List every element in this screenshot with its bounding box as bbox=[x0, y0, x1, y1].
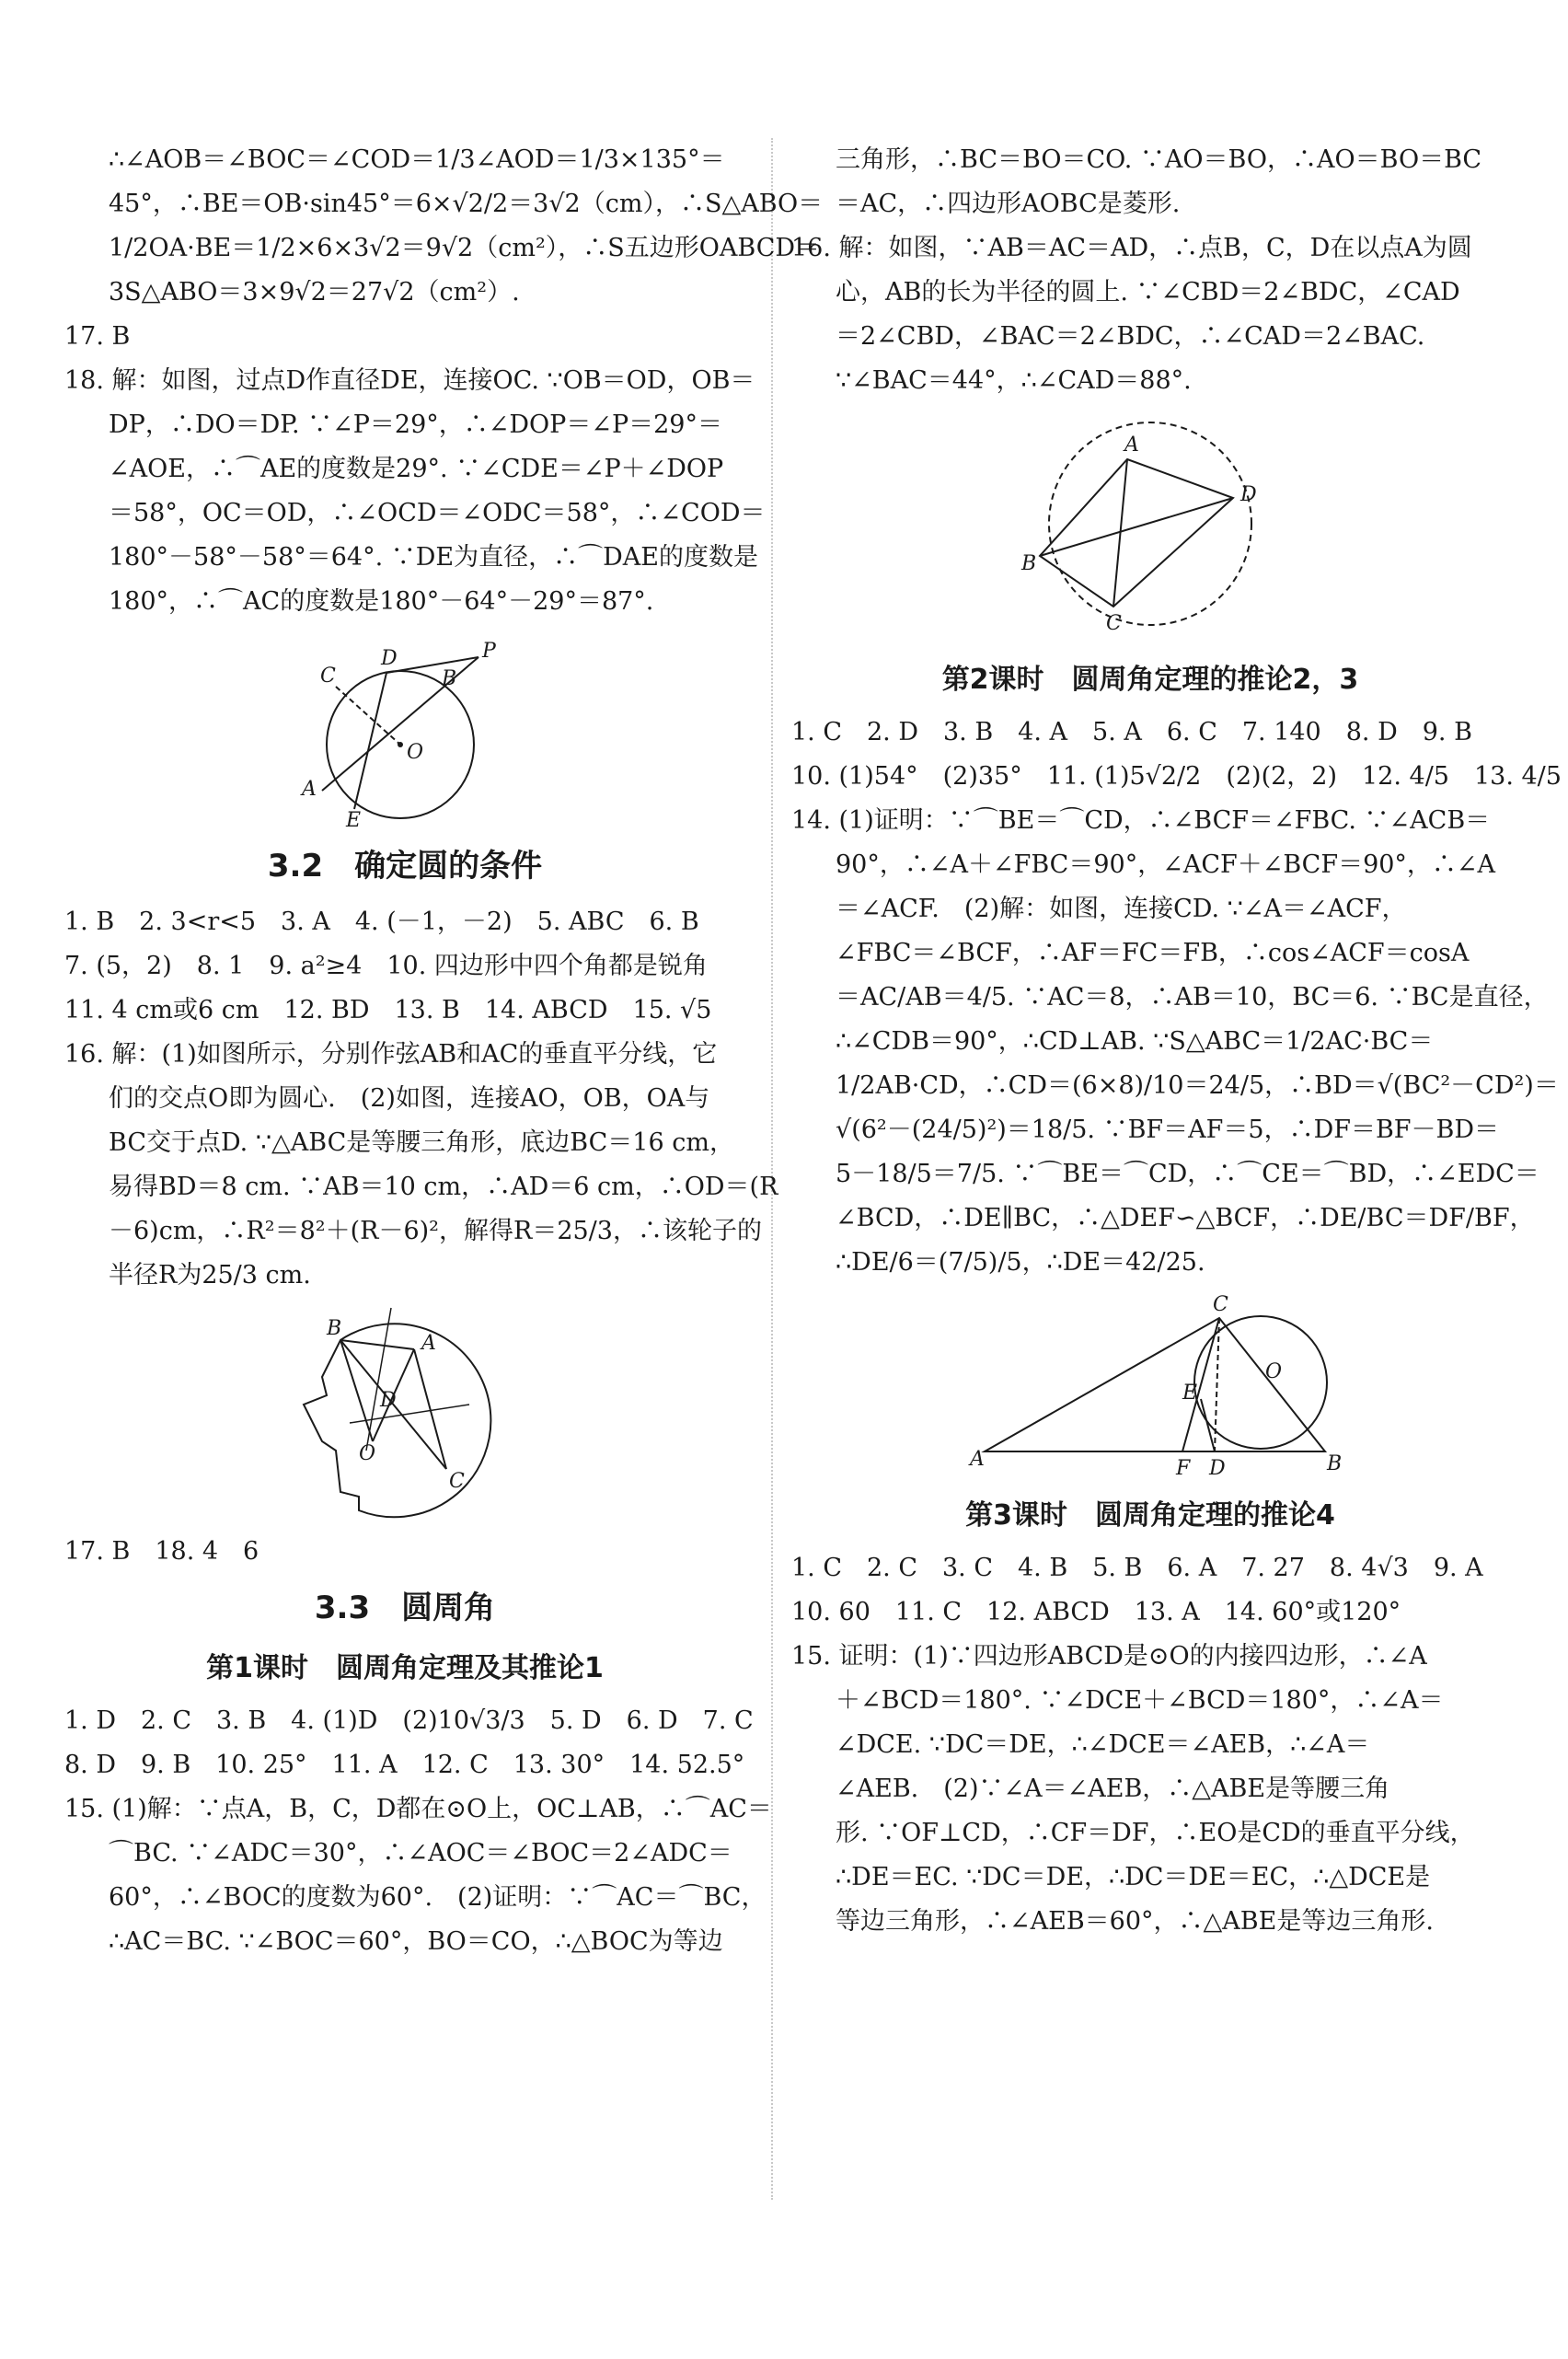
answer-line: 7. (5，2) 8. 1 9. a²≥4 10. 四边形中四个角都是锐角 bbox=[64, 952, 708, 980]
answer-line: －6)cm，∴R²＝8²＋(R－6)²，解得R＝25/3，∴该轮子的 bbox=[109, 1217, 762, 1245]
answer-line: 90°，∴∠A＋∠FBC＝90°，∠ACF＋∠BCF＝90°，∴∠A bbox=[836, 850, 1496, 879]
left-column bbox=[64, 138, 824, 1964]
answer-line: 10. 60 11. C 12. ABCD 13. A 14. 60°或120° bbox=[791, 1598, 1401, 1626]
answer-line: BC交于点D. ∵△ABC是等腰三角形，底边BC＝16 cm， bbox=[109, 1128, 734, 1157]
answer-line: 17. B 18. 4 6 bbox=[64, 1537, 259, 1566]
answer-line: 14. (1)证明：∵⌒BE＝⌒CD，∴∠BCF＝∠FBC. ∵∠ACB＝ bbox=[791, 806, 1491, 835]
answer-line: ＋∠BCD＝180°. ∵∠DCE＋∠BCD＝180°，∴∠A＝ bbox=[836, 1686, 1444, 1715]
fig1-label: C bbox=[320, 665, 336, 688]
answer-line: ∠DCE. ∵DC＝DE，∴∠DCE＝∠AEB，∴∠A＝ bbox=[836, 1730, 1370, 1759]
answer-line: 1/2OA·BE＝1/2×6×3√2＝9√2（cm²），∴S五边形OABCD＝ bbox=[109, 234, 821, 262]
figure-broken-wheel bbox=[285, 1303, 525, 1524]
lesson-title: 第2课时 圆周角定理的推论2，3 bbox=[941, 664, 1359, 696]
fig1-label: O bbox=[407, 741, 424, 764]
answer-line: 15. (1)解：∵点A，B，C，D都在⊙O上，OC⊥AB，∴⌒AC＝ bbox=[64, 1795, 772, 1823]
fig4-label: E bbox=[1182, 1382, 1198, 1405]
figure-dashed-circle bbox=[1012, 409, 1288, 648]
answer-line: 16. 解：(1)如图所示，分别作弦AB和AC的垂直平分线，它 bbox=[64, 1040, 718, 1069]
answer-line: ∠FBC＝∠BCF，∴AF＝FC＝FB，∴cos∠ACF＝cosA bbox=[836, 939, 1470, 967]
fig4-label: D bbox=[1209, 1457, 1226, 1480]
fig1-label: D bbox=[381, 647, 398, 670]
right-column bbox=[791, 138, 1562, 1944]
fig3-label: D bbox=[1240, 483, 1257, 506]
answer-line: 3S△ABO＝3×9√2＝27√2（cm²）. bbox=[109, 278, 520, 306]
answer-line: √(6²－(24/5)²)＝18/5. ∵BF＝AF＝5，∴DF＝BF－BD＝ bbox=[836, 1116, 1500, 1144]
answer-line: 17. B bbox=[64, 322, 131, 351]
fig4-label: A bbox=[970, 1448, 985, 1471]
fig1-label: E bbox=[346, 809, 362, 832]
fig3-label: C bbox=[1106, 612, 1122, 635]
fig4-label: O bbox=[1265, 1360, 1283, 1383]
answer-line: ∴∠CDB＝90°，∴CD⊥AB. ∵S△ABC＝1/2AC·BC＝ bbox=[836, 1027, 1434, 1056]
fig2-label: D bbox=[380, 1389, 397, 1412]
fig4-label: F bbox=[1176, 1457, 1191, 1480]
answer-line: 等边三角形，∴∠AEB＝60°，∴△ABE是等边三角形. bbox=[836, 1907, 1434, 1936]
fig4-label: B bbox=[1327, 1452, 1343, 1475]
answer-line: ＝2∠CBD，∠BAC＝2∠BDC，∴∠CAD＝2∠BAC. bbox=[836, 322, 1425, 351]
answer-line: ∴AC＝BC. ∵∠BOC＝60°，BO＝CO，∴△BOC为等边 bbox=[109, 1927, 723, 1956]
section-title: 3.3 圆周角 bbox=[314, 1590, 496, 1626]
fig1-label: P bbox=[482, 640, 496, 663]
answer-line: 三角形，∴BC＝BO＝CO. ∵AO＝BO，∴AO＝BO＝BC bbox=[836, 145, 1482, 174]
fig3-label: A bbox=[1124, 434, 1139, 457]
figure-circle-tangent bbox=[285, 630, 525, 832]
answer-line: 1/2AB·CD，∴CD＝(6×8)/10＝24/5，∴BD＝√(BC²－CD²)＝ bbox=[836, 1071, 1559, 1100]
fig4-label: C bbox=[1213, 1293, 1228, 1316]
answer-line: 10. (1)54° (2)35° 11. (1)5√2/2 (2)(2，2) 12. 4/5 13. 4/5 bbox=[791, 762, 1562, 791]
answer-line: ∴∠AOB＝∠BOC＝∠COD＝1/3∠AOD＝1/3×135°＝ bbox=[109, 145, 725, 174]
answer-line: ＝AC，∴四边形AOBC是菱形. bbox=[836, 190, 1181, 218]
answer-line: ⌒BC. ∵∠ADC＝30°，∴∠AOC＝∠BOC＝2∠ADC＝ bbox=[109, 1839, 732, 1868]
fig3-label: B bbox=[1021, 552, 1037, 575]
fig1-label: B bbox=[442, 667, 457, 690]
answer-line: ∠AOE，∴⌒AE的度数是29°. ∵∠CDE＝∠P＋∠DOP bbox=[109, 455, 724, 483]
answer-line: 18. 解：如图，过点D作直径DE，连接OC. ∵OB＝OD，OB＝ bbox=[64, 366, 755, 395]
answer-line: 8. D 9. B 10. 25° 11. A 12. C 13. 30° 14. 52.5° bbox=[64, 1751, 745, 1779]
answer-line: 11. 4 cm或6 cm 12. BD 13. B 14. ABCD 15. √5 bbox=[64, 996, 712, 1024]
answer-line: 45°，∴BE＝OB·sin45°＝6×√2/2＝3√2（cm），∴S△ABO＝ bbox=[109, 190, 824, 218]
lesson-title: 第3课时 圆周角定理的推论4 bbox=[965, 1499, 1335, 1532]
answer-line: 16. 解：如图，∵AB＝AC＝AD，∴点B，C，D在以点A为圆 bbox=[791, 234, 1472, 262]
answer-line: 半径R为25/3 cm. bbox=[109, 1261, 311, 1289]
answer-line: 60°，∴∠BOC的度数为60°. (2)证明：∵⌒AC＝⌒BC， bbox=[109, 1883, 767, 1912]
answer-line: ∵∠BAC＝44°，∴∠CAD＝88°. bbox=[836, 366, 1192, 395]
answer-line: ＝AC/AB＝4/5. ∵AC＝8，∴AB＝10，BC＝6. ∵BC是直径， bbox=[836, 983, 1549, 1012]
answer-line: ∴DE/6＝(7/5)/5，∴DE＝42/25. bbox=[836, 1248, 1205, 1277]
answer-line: ∴DE＝EC. ∵DC＝DE，∴DC＝DE＝EC，∴△DCE是 bbox=[836, 1863, 1431, 1891]
answer-line: 们的交点O即为圆心. (2)如图，连接AO，OB，OA与 bbox=[109, 1084, 710, 1113]
answer-line: 180°，∴⌒AC的度数是180°－64°－29°＝87°. bbox=[109, 587, 654, 616]
section-title: 3.2 确定圆的条件 bbox=[267, 848, 543, 885]
fig2-label: A bbox=[421, 1332, 436, 1355]
answer-line: ∠AEB. (2)∵∠A＝∠AEB，∴△ABE是等腰三角 bbox=[836, 1775, 1390, 1803]
fig2-label: B bbox=[327, 1317, 342, 1340]
answer-line: 1. D 2. C 3. B 4. (1)D (2)10√3/3 5. D 6. D 7. C bbox=[64, 1706, 754, 1735]
answer-line: 15. 证明：(1)∵四边形ABCD是⊙O的内接四边形，∴∠A bbox=[791, 1642, 1427, 1671]
answer-line: ＝∠ACF. (2)解：如图，连接CD. ∵∠A＝∠ACF， bbox=[836, 895, 1407, 923]
answer-line: 心，AB的长为半径的圆上. ∵∠CBD＝2∠BDC，∠CAD bbox=[836, 278, 1460, 306]
figure-triangle-circle bbox=[957, 1290, 1343, 1484]
answer-line: 1. C 2. D 3. B 4. A 5. A 6. C 7. 140 8. D 9. B bbox=[791, 718, 1472, 746]
lesson-title: 第1课时 圆周角定理及其推论1 bbox=[206, 1652, 604, 1684]
fig1-label: A bbox=[302, 778, 317, 801]
answer-line: 易得BD＝8 cm. ∵AB＝10 cm，∴AD＝6 cm，∴OD＝(R bbox=[109, 1173, 778, 1201]
answer-line: 1. C 2. C 3. C 4. B 5. B 6. A 7. 27 8. 4√3 9. A bbox=[791, 1554, 1483, 1582]
answer-line: DP，∴DO＝DP. ∵∠P＝29°，∴∠DOP＝∠P＝29°＝ bbox=[109, 411, 722, 439]
answer-line: 形. ∵OF⊥CD，∴CF＝DF，∴EO是CD的垂直平分线， bbox=[836, 1819, 1475, 1847]
fig2-label: C bbox=[449, 1470, 465, 1493]
answer-line: 180°－58°－58°＝64°. ∵DE为直径，∴⌒DAE的度数是 bbox=[109, 543, 758, 572]
fig2-label: O bbox=[359, 1442, 376, 1465]
answer-line: 1. B 2. 3<r<5 3. A 4. (－1，－2) 5. ABC 6. B bbox=[64, 908, 699, 936]
answer-line: 5－18/5＝7/5. ∵⌒BE＝⌒CD，∴⌒CE＝⌒BD，∴∠EDC＝ bbox=[836, 1160, 1539, 1188]
answer-line: ＝58°，OC＝OD，∴∠OCD＝∠ODC＝58°，∴∠COD＝ bbox=[109, 499, 766, 527]
answer-line: ∠BCD，∴DE∥BC，∴△DEF∽△BCF，∴DE/BC＝DF/BF， bbox=[836, 1204, 1535, 1232]
